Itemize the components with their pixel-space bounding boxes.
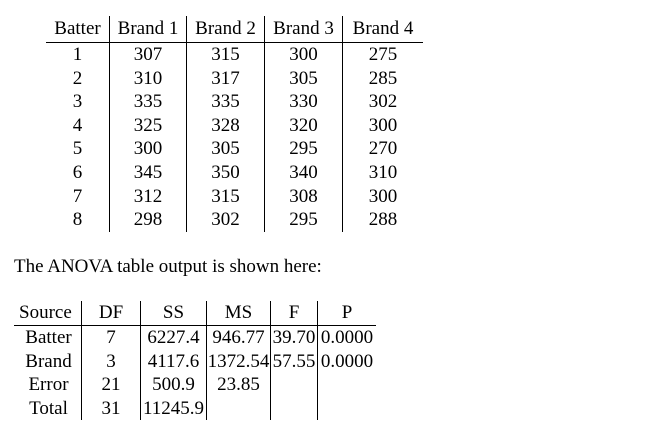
table-cell: 310 [343,161,424,185]
table-cell: 4117.6 [141,350,207,374]
table-cell: 335 [187,90,265,114]
column-header: MS [207,301,271,326]
column-header: SS [141,301,207,326]
table-cell: Brand [25,350,72,372]
table-cell [207,397,271,421]
table-cell: 31 [82,397,141,421]
table-cell: 300 [110,137,187,161]
table-header-row [46,16,423,43]
table-cell: 23.85 [207,373,271,397]
table-cell: 6227.4 [141,326,207,350]
table-row [46,137,423,161]
table-cell: 308 [265,185,343,209]
table-cell: 39.70 [271,326,318,350]
table-row [14,397,376,421]
anova-table [14,301,376,420]
table-cell: 21 [82,373,141,397]
table-cell: 3 [72,91,83,113]
table-row [14,350,376,374]
table-cell: 0.0000 [318,326,377,350]
table-cell: 275 [343,43,424,67]
table-cell: 325 [110,114,187,138]
column-header: P [318,301,377,326]
table-cell: 305 [187,137,265,161]
table-cell: 300 [343,185,424,209]
table-cell: 1 [72,44,83,65]
table-cell: 5 [72,138,83,160]
table-cell [271,397,318,421]
table-cell: 285 [343,67,424,91]
table-cell: 300 [343,114,424,138]
table-cell: 302 [343,90,424,114]
table-cell: 315 [187,185,265,209]
table-cell: 298 [110,208,187,232]
table-row [46,161,423,185]
column-header: Brand 2 [187,16,265,43]
table-cell: 350 [187,161,265,185]
table-row [14,373,376,397]
table-cell [318,397,377,421]
table-cell: 11245.9 [141,397,207,421]
table-cell: 315 [187,43,265,67]
table-row [46,114,423,138]
column-header: Brand 4 [343,16,424,43]
column-header: DF [82,301,141,326]
table-cell: Error [28,374,69,396]
table-cell: 335 [110,90,187,114]
table-cell: 340 [265,161,343,185]
table-cell: 500.9 [141,373,207,397]
anova-caption: The ANOVA table output is shown here: [14,256,322,277]
table-cell: Total [29,397,68,419]
table-cell [271,373,318,397]
table-cell: 270 [343,137,424,161]
table-cell: 57.55 [271,350,318,374]
table-cell: 307 [110,43,187,67]
table-row [46,185,423,209]
table-cell [318,373,377,397]
column-header: Source [14,301,82,326]
table-row [46,67,423,91]
table-cell: 3 [82,350,141,374]
table-row [46,90,423,114]
table-cell: 4 [72,114,83,136]
column-header: Brand 3 [265,16,343,43]
table-cell: 300 [265,43,343,67]
table-cell: Batter [25,327,72,348]
table-row [46,43,423,67]
table-cell: 330 [265,90,343,114]
table-cell: 288 [343,208,424,232]
column-header: Batter [46,16,110,43]
table-cell: 317 [187,67,265,91]
table-cell: 2 [72,67,83,89]
table-cell: 295 [265,208,343,232]
table-cell: 310 [110,67,187,91]
table-cell: 312 [110,185,187,209]
table-row [14,326,376,350]
column-header: F [271,301,318,326]
table-cell: 305 [265,67,343,91]
table-cell: 946.77 [207,326,271,350]
table-header-row [14,301,376,326]
column-header: Brand 1 [110,16,187,43]
table-cell: 328 [187,114,265,138]
table-row [46,208,423,232]
table-cell: 1372.54 [207,350,270,372]
table-cell: 6 [72,161,83,183]
table-cell: 0.0000 [318,350,377,374]
table-cell: 8 [72,209,83,231]
table-cell: 320 [265,114,343,138]
table-cell: 345 [110,161,187,185]
table-cell: 295 [265,137,343,161]
table-cell: 302 [187,208,265,232]
table-cell: 7 [72,185,83,207]
batting-data-table [46,16,423,232]
table-cell: 7 [82,326,141,350]
